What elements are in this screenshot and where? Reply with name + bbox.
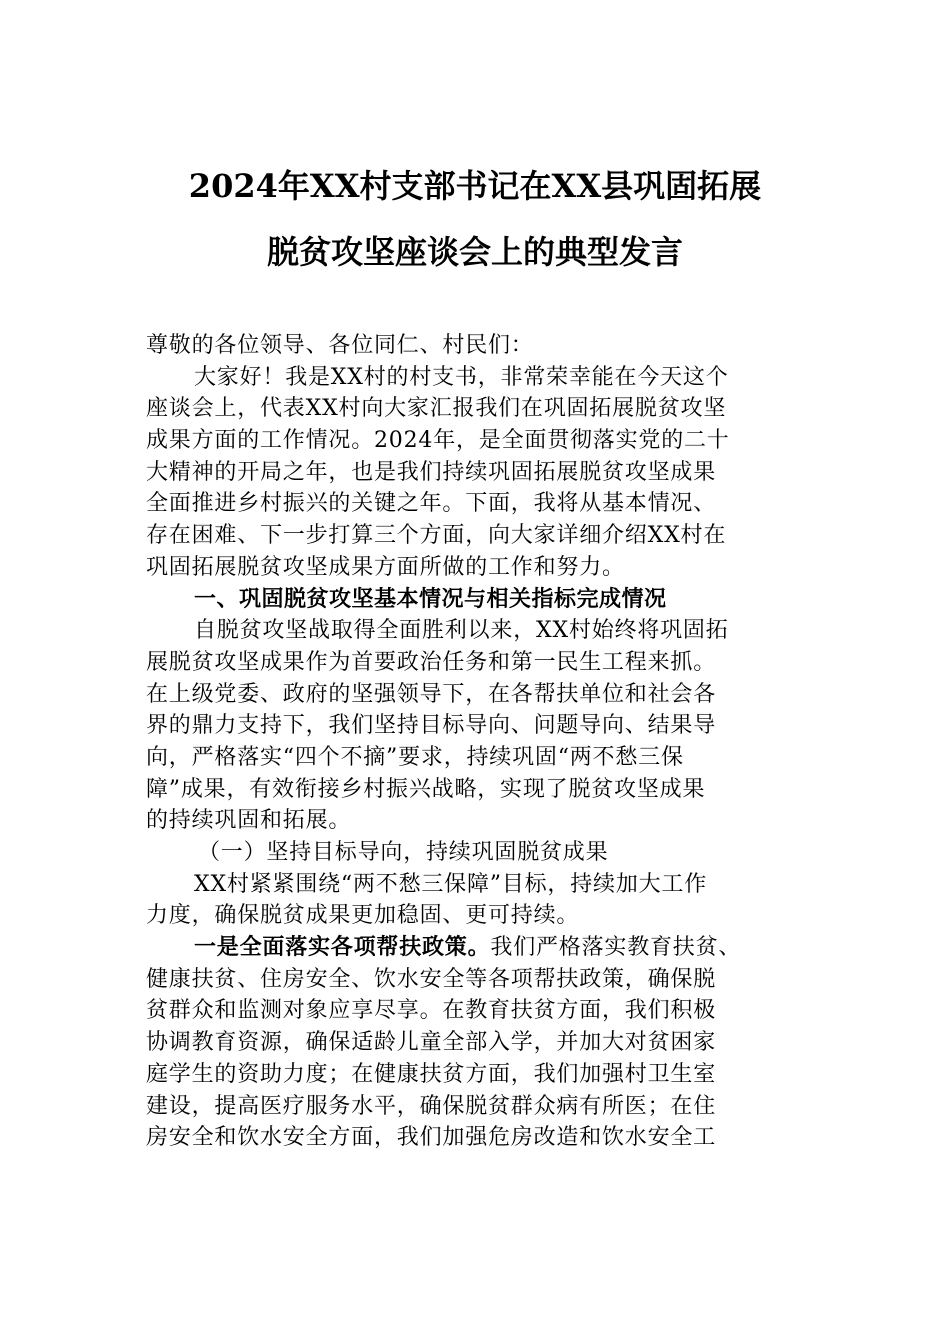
paragraph-line: 座谈会上，代表XX村向大家汇报我们在巩固拓展脱贫攻坚: [146, 396, 727, 422]
paragraph-line: 向，严格落实“四个不摘”要求，持续巩固“两不愁三保: [146, 744, 684, 770]
paragraph-line: 建设，提高医疗服务水平，确保脱贫群众病有所医；在住: [146, 1093, 717, 1119]
paragraph-line: 大精神的开局之年，也是我们持续巩固拓展脱贫攻坚成果: [146, 459, 717, 485]
salutation: 尊敬的各位领导、各位同仁、村民们：: [146, 333, 534, 358]
paragraph-text: 我们严格落实教育扶贫、: [490, 935, 742, 961]
paragraph-line: 界的鼎力支持下，我们坚持目标导向、问题导向、结果导: [146, 713, 717, 739]
paragraph-line: XX村紧紧围绕“两不愁三保障”目标，持续加大工作: [194, 871, 708, 897]
paragraph-line: 存在困难、下一步打算三个方面，向大家详细介绍XX村在: [146, 523, 727, 549]
paragraph-line: 展脱贫攻坚成果作为首要政治任务和第一民生工程来抓。: [146, 649, 717, 675]
document-title-line1: 2024年XX村支部书记在XX县巩固拓展: [188, 167, 762, 205]
paragraph-line: 障”成果，有效衔接乡村振兴战略，实现了脱贫攻坚成果: [146, 776, 706, 802]
subsection-heading: （一）坚持目标导向，持续巩固脱贫成果: [198, 840, 609, 865]
paragraph-line: [146, 932, 806, 964]
paragraph-line: 庭学生的资助力度；在健康扶贫方面，我们加强村卫生室: [146, 1061, 717, 1087]
paragraph-line: 大家好！我是XX村的村支书，非常荣幸能在今天这个: [194, 364, 729, 390]
paragraph-line: 巩固拓展脱贫攻坚成果方面所做的工作和努力。: [146, 554, 625, 580]
paragraph-line: 成果方面的工作情况。2024年，是全面贯彻落实党的二十: [146, 428, 730, 454]
paragraph-line: 的持续巩固和拓展。: [146, 808, 352, 834]
section-heading: 一、巩固脱贫攻坚基本情况与相关指标完成情况: [194, 586, 667, 612]
paragraph-line: 力度，确保脱贫成果更加稳固、更可持续。: [146, 903, 580, 929]
paragraph-line: 自脱贫攻坚战取得全面胜利以来，XX村始终将巩固拓: [194, 618, 729, 644]
document-body: [146, 330, 806, 1154]
bold-lead: 一是全面落实各项帮扶政策。: [194, 934, 491, 961]
paragraph-line: 协调教育资源，确保适龄儿童全部入学，并加大对贫困家: [146, 1030, 717, 1056]
paragraph-line: 全面推进乡村振兴的关键之年。下面，我将从基本情况、: [146, 491, 717, 517]
document-title-line2: 脱贫攻坚座谈会上的典型发言: [266, 233, 683, 271]
paragraph-line: 房安全和饮水安全方面，我们加强危房改造和饮水安全工: [146, 1125, 717, 1151]
paragraph-line: 健康扶贫、住房安全、饮水安全等各项帮扶政策，确保脱: [146, 966, 717, 992]
paragraph-line: 贫群众和监测对象应享尽享。在教育扶贫方面，我们积极: [146, 998, 717, 1024]
paragraph-line: 在上级党委、政府的坚强领导下，在各帮扶单位和社会各: [146, 681, 717, 707]
